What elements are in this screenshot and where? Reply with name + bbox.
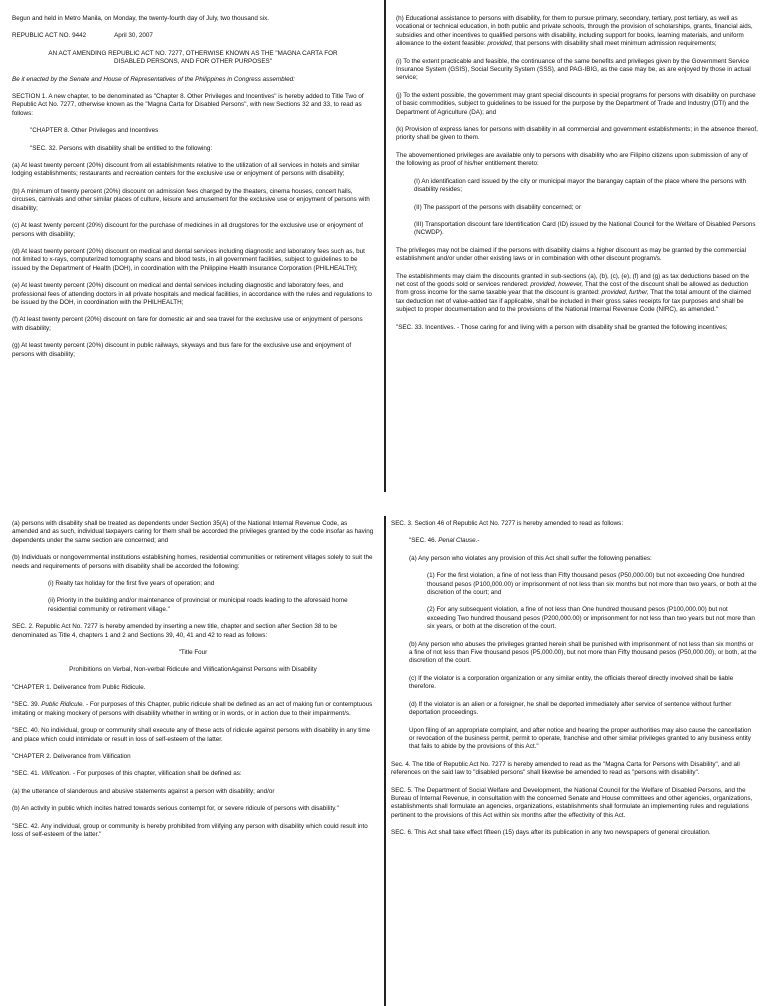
act-date: April 30, 2007 xyxy=(114,32,153,40)
sec-40: "SEC. 40. No individual, group or community shall execute any of these acts of ridicule against persons with disability in any time and place which could intimidate or result in loss of self-esteem of the latter. xyxy=(12,727,371,743)
penalty-item-2: (2) For any subsequent violation, a fine of not less than One hundred thousand pesos (P100,000.00) but not exceeding Two hundred thousand pesos (P200,000.00) or imprisonment for not less than two years but not more than six years, or both at the discretion of the court. xyxy=(427,606,755,631)
section-6: SEC. 6. This Act shall take effect fifteen (15) days after its publication in any two newspapers of general circulation. xyxy=(391,829,711,837)
section-4: Sec. 4. The title of Republic Act No. 7277 is hereby amended to read as the "Magna Carta for Persons with Disability", and all references on the said law to "disabled persons" shall likewise be amended to read as "persons with disability". xyxy=(391,760,740,777)
sec-32-item-j: (j) To the extent possible, the government may grant special discounts in special programs for persons with disability on purchase of basic commodities, subject to guidelines to be issued for the purpose by the Department of Trade and Industry (DTI) and the Department of Agriculture (DA); and xyxy=(396,91,756,116)
establishments-paragraph xyxy=(396,273,758,315)
sec-46-heading xyxy=(409,537,758,545)
chapter-8-heading: "CHAPTER 8. Other Privileges and Incentives xyxy=(30,127,159,135)
penalty-item-1: (1) For the first violation, a fine of not less than Fifty thousand pesos (P50,000.00) but not exceeding One hundred thousand pesos (P100,000.00) or imprisonment of not less than six months but not more than two years, or both at the discretion of the court; and xyxy=(427,572,757,597)
est-proviso-2: provided, further, xyxy=(601,289,649,297)
sec-32-item-k: (k) Provision of express lanes for persons with disability in all commercial and government establishments; in the absence thereof, priority shall be given to them. xyxy=(396,126,758,142)
act-number: REPUBLIC ACT NO. 9442 xyxy=(12,32,87,40)
act-number-line xyxy=(12,32,374,40)
sec-32-item-c: (c) At least twenty percent (20%) discount for the purchase of medicines in all drugstores for the exclusive use or enjoyment of persons with disability; xyxy=(12,222,364,238)
sec-33-item-b: (b) Individuals or nongovernmental institutions establishing homes, residential communities or retirement villages solely to suit the needs and requirements of persons with disability shall be accorded the following: xyxy=(12,554,373,570)
sec-32-item-g: (g) At least twenty percent (20%) discount in public railways, skyways and bus fare for the exclusive use and enjoyment of persons with disability; xyxy=(12,342,352,358)
penalty-item-c: (c) If the violator is a corporation organization or any similar entity, the officials thereof directly involved shall be liable therefore. xyxy=(409,674,734,691)
sec-33-item-a: (a) persons with disability shall be treated as dependents under Section 35(A) of the National Internal Revenue Code, as amended and as such, individual taxpayers caring for them shall be accorded the privileges granted by the code insofar as having dependents under the same section are concerned; and xyxy=(12,520,374,544)
item-h-text: (h) Educational assistance to persons with disability, for them to pursue primary, secondary, tertiary, post tertiary, as well as vocational or technical education, in both public and private schools, through the provision of scholarships, grants, financial aids, subsidies and other incentives to qualified persons with disability, including support for books, learning materials, and uniform allowance to the extent feasible: xyxy=(396,15,753,48)
chapter-2-heading: "CHAPTER 2. Deliverance from Vilification xyxy=(12,752,131,760)
title-four-heading: "Title Four xyxy=(178,649,208,657)
vilification-item-a: (a) the utterance of slanderous and abusive statements against a person with disability; and/or xyxy=(12,787,275,795)
page-top-left xyxy=(12,15,374,368)
not-claimed-paragraph: The privileges may not be claimed if the persons with disability claims a higher discount as may be granted by the commercial establishment and/or under other existing laws or in combination with other discount program/s. xyxy=(396,246,746,263)
enacting-clause: Be it enacted by the Senate and House of Representatives of the Philippines in Congress assembled: xyxy=(12,75,295,83)
proof-item-1: (I) An identification card issued by the city or municipal mayor the barangay captain of the place where the persons with disability resides; xyxy=(414,177,747,194)
sec-32-item-f: (f) At least twenty percent (20%) discount on fare for domestic air and sea travel for the exclusive use or enjoyment of persons with disability; xyxy=(12,316,363,332)
proof-item-3: (III) Transportation discount fare Identification Card (ID) issued by the National Council for the Welfare of Disabled Persons (NCWDP). xyxy=(414,220,756,237)
item-h-proviso: provided, xyxy=(487,40,514,48)
sec-46-title: Penal Clause. xyxy=(438,537,478,545)
est-proviso-1: provided, however, xyxy=(530,280,584,288)
page-bottom-right xyxy=(391,520,758,847)
sec-41-title: Vilification. xyxy=(41,770,72,778)
sec-32-item-b: (b) A minimum of twenty percent (20%) discount on admission fees charged by the theaters, cinema houses, concert halls, circuses, carnivals and other similar places of culture, leisure and amusement for the exclusive use or enjoyment of persons with disability; xyxy=(12,187,370,212)
page-top-right xyxy=(396,15,758,341)
proof-item-2: (II) The passport of the persons with disability concerned; or xyxy=(414,203,581,211)
intro-paragraph: Begun and held in Metro Manila, on Monday, the twenty-fourth day of July, two thousand six. xyxy=(12,15,270,22)
item-h-rest: that persons with disability shall meet minimum admission requirements; xyxy=(515,40,717,48)
chapter-1-heading: "CHAPTER 1. Deliverance from Public Ridicule. xyxy=(12,683,146,691)
column-divider-top xyxy=(384,0,386,492)
sec-41-text: - For purposes of this chapter, vilification shall be defined as: xyxy=(72,770,242,778)
est-text-3: That the total amount of the claimed tax deduction net of value-added tax if applicable, shall be included in their gross sales receipts for tax purposes and shall be subject to proper documentation and to the provisions of the National Internal Revenue Code (NIRC), as amended." xyxy=(396,289,751,314)
est-text-2: That the cost of the discount shall be allowed as deduction from gross income for the same taxable year that the discount is granted: xyxy=(396,280,749,297)
act-title: AN ACT AMENDING REPUBLIC ACT NO. 7277, OTHERWISE KNOWN AS THE "MAGNA CARTA FOR DISABLED PERSONS, AND FOR OTHER PURPOSES" xyxy=(48,49,338,66)
column-divider-bottom xyxy=(384,516,386,1006)
sec-46-number: "SEC. 46. xyxy=(409,537,437,545)
section-1: SECTION 1. A new chapter, to be denominated as "Chapter 8. Other Privileges and Incentives" is hereby added to Title Two of Republic Act No. 7277, otherwise known as the "Magna Carta for Disabled Persons", with new Sections 32 and 33, to read as follows: xyxy=(12,93,364,117)
upon-filing-paragraph: Upon filing of an appropriate complaint, and after notice and hearing the proper authorities may also cause the cancellation or revocation of the business permit, permit to operate, franchise and other similar privileges granted to any business entity that fails to abide by the provisions of this Act." xyxy=(409,726,751,751)
section-3: SEC. 3. Section 46 of Republic Act No. 7277 is hereby amended to read as follows: xyxy=(391,520,624,527)
sec-46-dash: - xyxy=(477,537,480,545)
penalty-item-b: (b) Any person who abuses the privileges granted herein shall be punished with imprisonment of not less than six months or a fine of not less than Five thousand pesos (P5,000.00), but not more than Fifty thousand pesos (P50,000.00), or both, at the discretion of the court. xyxy=(409,640,757,665)
vilification-item-b: (b) An activity in public which incites hatred towards serious contempt for, or severe ridicule of persons with disability." xyxy=(12,805,339,813)
sec-32-heading: "SEC. 32. Persons with disability shall be entitled to the following: xyxy=(30,144,213,152)
section-2: SEC. 2. Republic Act No. 7277 is hereby amended by inserting a new title, chapter and section after Section 38 to be denominated as Title 4, chapters 1 and 2 and Sections 39, 40, 41 and 42 to read as follows: xyxy=(12,623,338,639)
sec-33-heading: "SEC. 33. Incentives. - Those caring for and living with a person with disability shall be granted the following incentives; xyxy=(396,323,728,331)
sec-32-item-a: (a) At least twenty percent (20%) discount from all establishments relative to the utilization of all services in hotels and similar lodging establishments; restaurants and recreation centers for the exclusive use or enjoyment of persons with disability; xyxy=(12,162,360,178)
sec-41 xyxy=(12,770,374,778)
sec-32-item-e: (e) At least twenty percent (20%) discount on medical and dental services including diagnostic and laboratory fees, and professional fees of attending doctors in all private hospitals and medical facilities, in accordance with the rules and regulations to be issued by the DOH, in coordination with the PHILHEALTH; xyxy=(12,282,372,306)
sec-39-text: - For purposes of this Chapter, public ridicule shall be defined as an act of making fun or contemptuous imitating or making mockery of persons with disability whether in writing or in words, or in action due to their impairment/s. xyxy=(12,701,373,717)
est-text-1: The establishments may claim the discounts granted in sub-sections (a), (b), (c), (e), (f) and (g) as tax deductions based on the net cost of the goods sold or services rendered: xyxy=(396,272,750,288)
sec-39-title: Public Ridicule. xyxy=(41,701,85,709)
sec-32-item-i: (i) To the extent practicable and feasible, the continuance of the same benefits and privileges given by the Government Service Insurance System (GSIS), Social Security System (SSS), and PAG-IBIG, as the case may be, as are enjoyed by those in actual service; xyxy=(396,57,751,82)
sec-39-number: "SEC. 39. xyxy=(12,701,40,709)
sec-42: "SEC. 42. Any individual, group or community is hereby prohibited from vilifying any person with disability which could result into loss of self-esteem of the latter." xyxy=(12,822,368,838)
penalty-item-a: (a) Any person who violates any provision of this Act shall suffer the following penalties: xyxy=(409,554,652,562)
sec-41-number: "SEC. 41. xyxy=(12,770,40,778)
sec-32-item-h xyxy=(396,15,758,49)
penalty-item-d: (d) If the violator is an alien or a foreigner, he shall be deported immediately after service of sentence without further deportation proceedings. xyxy=(409,700,732,717)
sec-33-item-b-i: (i) Realty tax holiday for the first five years of operation; and xyxy=(48,580,215,588)
abovementioned-paragraph: The abovementioned privileges are available only to persons with disability who are Filipino citizens upon submission of any of the following as proof of his/her entitlement thereto: xyxy=(396,151,748,168)
page-bottom-left xyxy=(12,520,374,848)
sec-39 xyxy=(12,701,374,718)
prohibitions-heading: Prohibitions on Verbal, Non-verbal Ridicule and VilificationAgainst Persons with Disability xyxy=(69,666,317,674)
section-5: SEC. 5. The Department of Social Welfare and Development, the National Council for the Welfare of Disabled Persons, and the Bureau of Internal Revenue, in consultation with the concerned Senate and House committees and other agencies, organizations, establishments shall formulate an agencies, organizations, establishments shall formulate an implementing rules and regulations pertinent to the provisions of this Act within six months after the effectivity of this Act. xyxy=(391,786,753,819)
sec-33-item-b-ii: (ii) Priority in the building and/or maintenance of provincial or municipal roads leading to the aforesaid home residential community or retirement village." xyxy=(48,597,348,613)
sec-32-item-d: (d) At least twenty percent (20%) discount on medical and dental services including diagnostic and laboratory fees such as, but not limited to x-rays, computerized tomography scans and blood tests, in all government facilities, subject to guidelines to be issued by the Department of Health (DOH), in coordination with the Philippine Health Insurance Corporation (PHILHEALTH); xyxy=(12,247,365,272)
